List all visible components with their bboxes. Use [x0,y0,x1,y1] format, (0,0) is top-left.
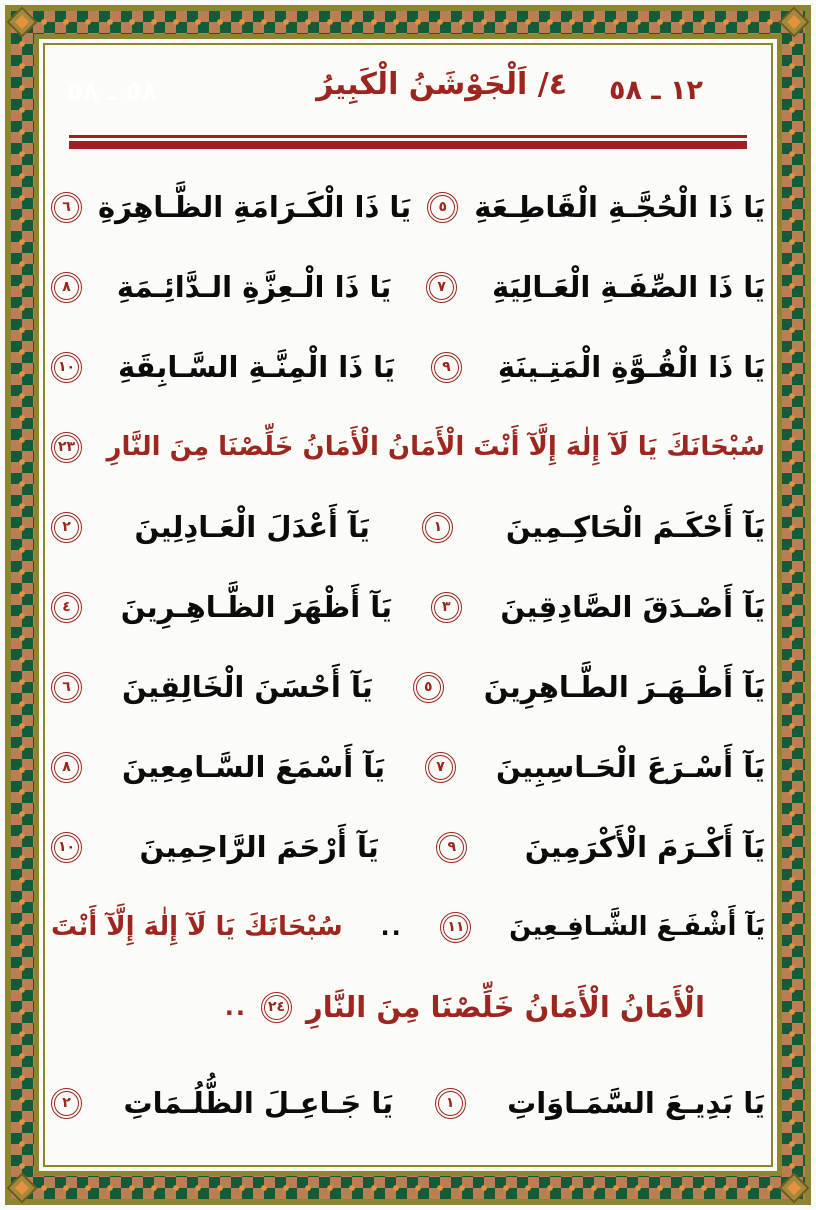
verse-number-badge: ٨ [51,272,82,303]
verse-number-badge: ٣ [431,592,462,623]
header-watermark-ref: ٥٨ ـ ٥٨ [67,77,158,107]
verse-number-badge: ٢٤ [261,992,292,1023]
dua-text-block [51,167,765,1143]
header-divider-thin-line [69,135,747,138]
dua-phrase: يَآ أَسْمَعَ السَّـامِعِينَ [121,750,386,784]
dua-phrase: يَآ أَشْفَـعَ الشَّـافِـعِينَ [509,912,765,942]
dua-phrase: يَا جَـاعِـلَ الظُّلُـمَاتِ [123,1086,394,1120]
dua-phrase: يَآ أَصْـدَقَ الصَّادِقِينَ [500,590,765,624]
dua-phrase: يَآ أَحْكَـمَ الْحَاكِـمِينَ [505,510,765,544]
dua-line [51,247,765,327]
section-spacer [51,1047,765,1063]
dua-phrase: يَآ أَسْـرَعَ الْحَـاسِبِينَ [495,750,765,784]
dua-phrase: يَآ أَرْحَمَ الرَّاحِمِينَ [139,830,379,864]
dua-line [51,647,765,727]
verse-number-badge: ١ [422,512,453,543]
page-title: ٤/ اَلْجَوْشَنُ الْكَبِيرُ [316,67,567,102]
dua-phrase: يَا ذَا الْكَـرَامَةِ الظَّـاهِرَةِ [98,190,412,224]
dua-phrase: يَا بَدِيـعَ السَّمَـاوَاتِ [507,1086,765,1120]
verse-number-badge: ١٠ [51,832,82,863]
dua-line [51,167,765,247]
continuation-dots: .. [224,993,247,1021]
dua-line [51,1063,765,1143]
continuation-dots: .. [380,913,403,941]
verse-number-badge: ٩ [431,352,462,383]
verse-number-badge: ٢ [51,1088,82,1119]
verse-number-badge: ٨ [51,752,82,783]
verse-number-badge: ٥ [413,672,444,703]
page-content-area [43,43,773,1167]
verse-number-badge: ٦ [51,192,82,223]
verse-number-badge: ٩ [436,832,467,863]
verse-number-badge: ٦ [51,672,82,703]
dua-phrase: يَآ أَحْسَنَ الْخَالِقِينَ [122,670,373,704]
verse-number-badge: ٤ [51,592,82,623]
verse-number-badge: ٧ [425,752,456,783]
dua-phrase: يَا ذَا الْمِنَّـةِ السَّـابِقَةِ [117,350,395,384]
refrain-phrase: الْأَمَانُ الْأَمَانُ خَلِّصْنَا مِنَ النَّارِ [306,990,705,1024]
dua-line [51,807,765,887]
dua-phrase: يَآ أَكْـرَمَ الْأَكْرَمِينَ [524,830,765,864]
verse-number-badge: ٧ [426,272,457,303]
verse-number-badge: ٢٣ [51,432,82,463]
dua-phrase: يَا ذَا الْقُـوَّةِ الْمَتِـينَةِ [497,350,765,384]
verse-number-badge: ٢ [51,512,82,543]
tasbih-refrain-line [51,407,765,487]
dua-line [51,567,765,647]
verse-number-badge: ١١ [440,912,471,943]
header-divider [69,135,747,149]
verse-number-badge: ٥ [427,192,458,223]
refrain-phrase: سُبْحَانَكَ يَا لَآ إِلٰهَ إِلَّآ أَنْتَ [51,912,343,942]
dua-phrase: يَآ أَعْدَلَ الْعَـادِلِينَ [134,510,370,544]
dua-phrase: يَا ذَا الْـعِزَّةِ الـدَّائِـمَةِ [116,270,392,304]
verse-number-badge: ١٠ [51,352,82,383]
header-divider-thick-line [69,141,747,149]
dua-phrase: يَآ أَطْـهَـرَ الطَّـاهِرِينَ [483,670,765,704]
dua-line-with-refrain-start [51,887,765,967]
refrain-phrase: سُبْحَانَكَ يَا لَآ إِلٰهَ إِلَّآ أَنْتَ الْأَمَانُ الْأَمَانُ خَلِّصْنَا مِنَ النَّارِ [106,432,765,462]
dua-phrase: يَآ أَظْهَرَ الظَّـاهِـرِينَ [120,590,393,624]
dua-line [51,487,765,567]
dua-phrase: يَا ذَا الْحُجَّـةِ الْقَاطِـعَةِ [474,190,765,224]
verse-number-badge: ١ [435,1088,466,1119]
header-page-ref: ١٢ ـ ٥٨ [609,75,703,106]
dua-line [51,327,765,407]
dua-phrase: يَا ذَا الصِّفَـةِ الْعَـالِيَةِ [492,270,765,304]
dua-line [51,727,765,807]
refrain-continuation-line [51,967,765,1047]
